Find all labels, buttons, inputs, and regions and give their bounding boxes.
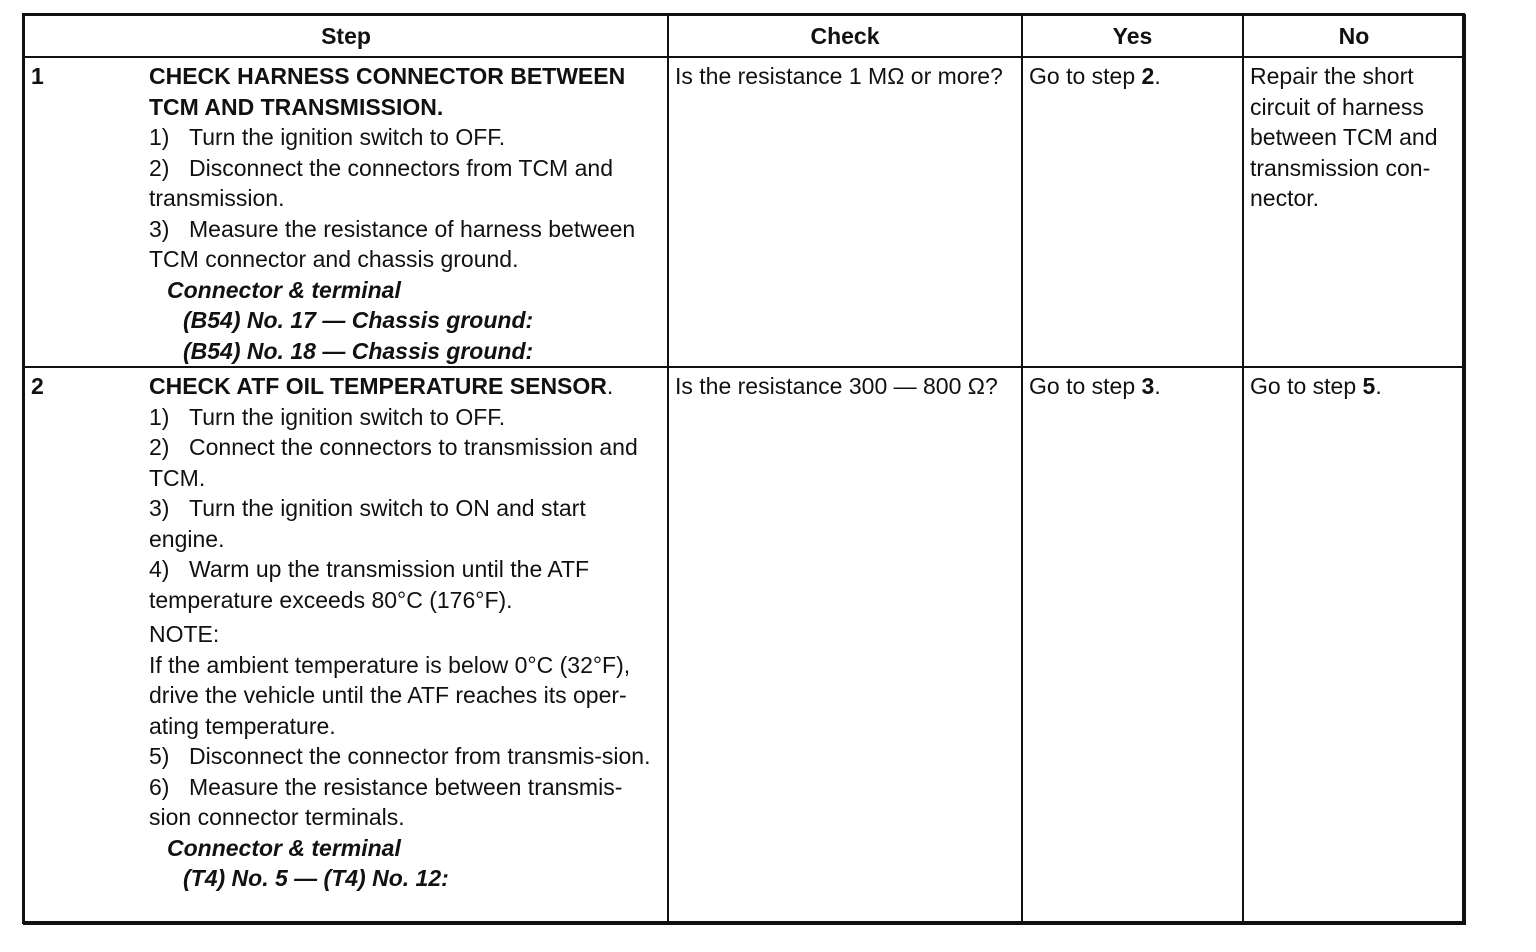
yes-step-ref: 3 <box>1141 373 1155 399</box>
instruction-item: 3) Turn the ignition switch to ON and start engine. <box>149 495 586 552</box>
note-text: If the ambient temperature is below 0°C (32°F), drive the vehicle until the ATF reaches its oper-ating temperature. <box>149 651 631 739</box>
step-body <box>149 368 667 894</box>
check-text: Is the resistance 300 — 800 Ω? <box>675 373 998 399</box>
instruction-item: 6) Measure the resistance between transmis-sion connector terminals. <box>149 773 623 830</box>
header-step: Step <box>24 15 668 57</box>
instruction-item: 1) Turn the ignition switch to OFF. <box>149 403 506 430</box>
yes-text: Go to step 2. <box>1029 63 1161 89</box>
no-text: Go to step 5. <box>1250 373 1382 399</box>
header-row <box>24 15 1465 57</box>
check-cell <box>668 367 1022 924</box>
header-no: No <box>1243 15 1465 57</box>
table-row <box>24 367 1465 924</box>
step-title: CHECK ATF OIL TEMPERATURE SENSOR. <box>149 373 614 399</box>
header-yes: Yes <box>1022 15 1243 57</box>
connector-line: (T4) No. 5 — (T4) No. 12: <box>183 865 449 891</box>
check-text: Is the resistance 1 MΩ or more? <box>675 63 1003 89</box>
no-cell <box>1243 367 1465 924</box>
step-number: 2 <box>31 373 44 399</box>
no-text: Repair the short circuit of harness between TCM and transmission con-nector. <box>1250 63 1438 211</box>
instruction-item: 5) Disconnect the connector from transmis-sion. <box>149 743 651 769</box>
no-step-ref: 5 <box>1362 373 1376 399</box>
connector-line: (B54) No. 17 — Chassis ground: <box>183 307 534 333</box>
instruction-item: 4) Warm up the transmission until the ATF temperature exceeds 80°C (176°F). <box>149 556 590 613</box>
no-cell <box>1243 57 1465 367</box>
yes-cell <box>1022 57 1243 367</box>
yes-step-ref: 2 <box>1141 63 1155 89</box>
instruction-item: 3) Measure the resistance of harness between TCM connector and chassis ground. <box>149 215 636 272</box>
table-row <box>24 57 1465 367</box>
step-cell <box>24 367 668 924</box>
connector-line: (B54) No. 18 — Chassis ground: <box>183 337 534 364</box>
check-cell <box>668 57 1022 367</box>
step-number: 1 <box>31 63 44 89</box>
yes-cell <box>1022 367 1243 924</box>
instruction-item: 1) Turn the ignition switch to OFF. <box>149 124 506 150</box>
note-label: NOTE: <box>149 621 220 647</box>
step-title: CHECK HARNESS CONNECTOR BETWEEN TCM AND TRANSMISSION. <box>149 63 626 120</box>
diagnostic-table <box>23 14 1466 925</box>
instruction-item: 2) Connect the connectors to transmission and TCM. <box>149 434 638 491</box>
step-cell <box>24 57 668 367</box>
connector-heading: Connector & terminal <box>167 834 401 861</box>
header-check: Check <box>668 15 1022 57</box>
yes-text: Go to step 3. <box>1029 373 1161 399</box>
step-body <box>149 58 667 366</box>
connector-heading: Connector & terminal <box>167 276 401 303</box>
instruction-item: 2) Disconnect the connectors from TCM and transmission. <box>149 154 613 211</box>
